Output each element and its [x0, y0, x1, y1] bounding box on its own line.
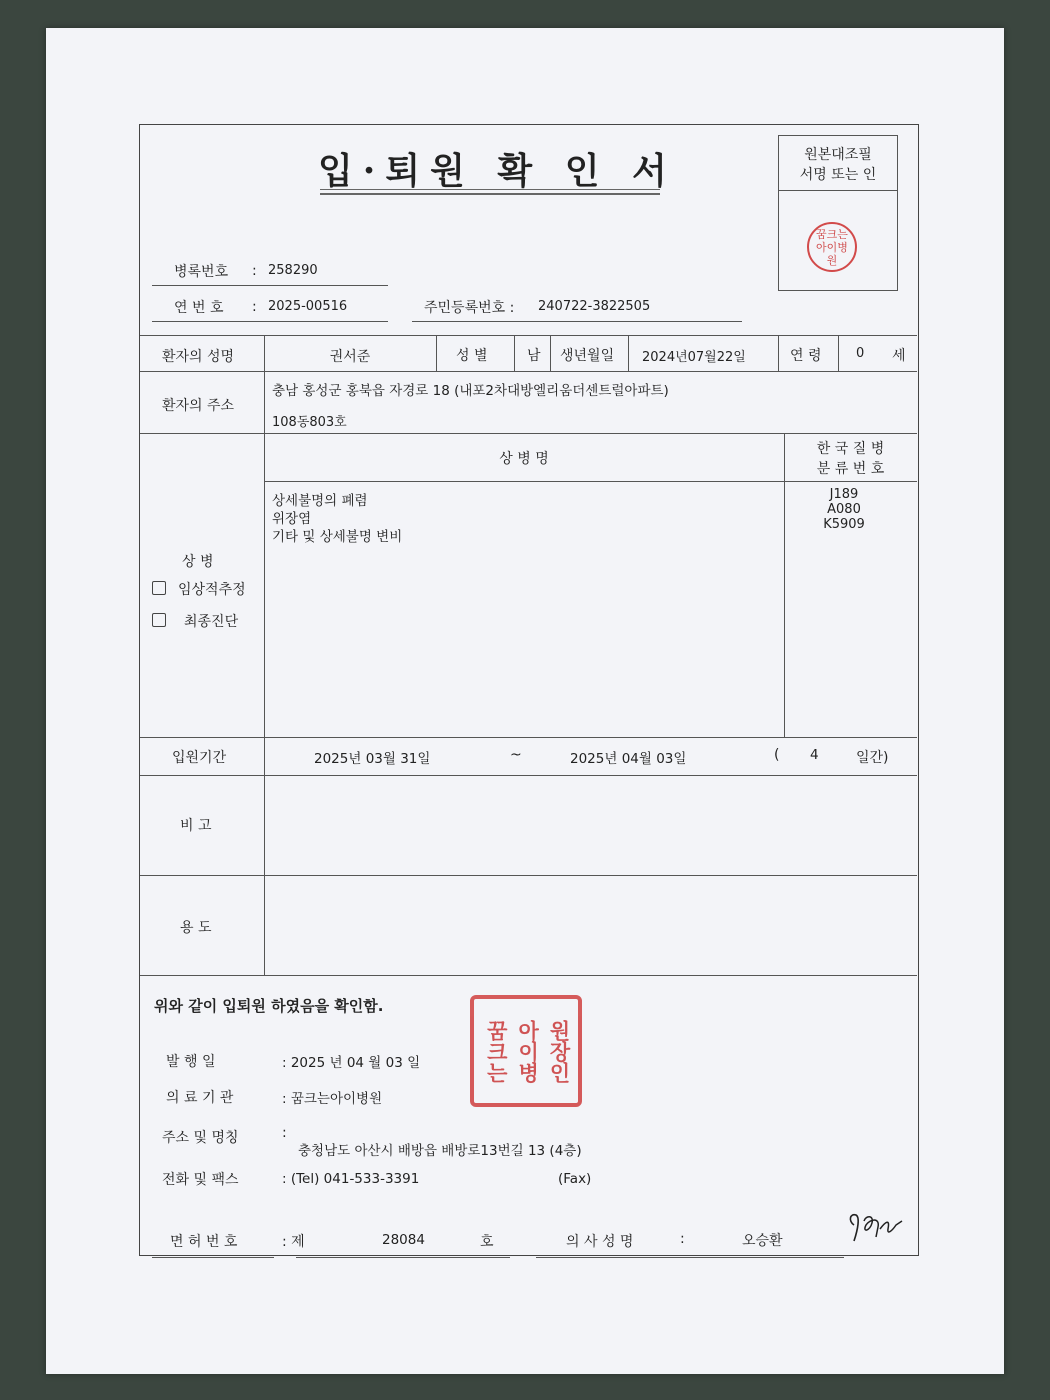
address-line-1: 충남 홍성군 홍북읍 자경로 18 (내포2차대방엘리움더센트럴아파트)	[272, 383, 669, 399]
institution-value: : 꿈크는아이병원	[282, 1091, 383, 1107]
form-title: 입·퇴원 확 인 서	[318, 150, 677, 192]
seal-col-2: 아이병	[515, 1019, 540, 1083]
title-underline-thick	[320, 193, 660, 195]
diagnosis-header-code-1: 한 국 질 병	[816, 441, 885, 457]
clinical-estimate-checkbox[interactable]	[152, 581, 166, 595]
remarks-label: 비 고	[180, 818, 212, 834]
diagnosis-code-2: A080	[827, 502, 861, 517]
doctor-label: 의 사 성 명	[566, 1234, 634, 1250]
original-verification-box	[778, 135, 898, 291]
doctor-sep: :	[680, 1231, 685, 1247]
admission-discharge-form	[139, 124, 919, 1256]
diagnosis-item-2: 위장염	[272, 511, 312, 527]
age-unit: 세	[892, 348, 906, 364]
diagnosis-section-label: 상 병	[182, 554, 214, 570]
address-label: 환자의 주소	[162, 398, 235, 414]
hospital-director-seal	[470, 995, 582, 1107]
record-no-label: 병록번호	[174, 264, 229, 280]
address-line-2: 108동803호	[272, 415, 347, 430]
address-name-sep: :	[282, 1125, 287, 1141]
admission-tilde: ~	[510, 747, 522, 763]
institution-label: 의 료 기 관	[166, 1090, 234, 1106]
doctor-name: 오승환	[742, 1233, 783, 1249]
diagnosis-header-name: 상 병 명	[499, 451, 549, 467]
diagnosis-header-code-2: 분 류 번 호	[816, 461, 885, 477]
address-name-label: 주소 및 명칭	[162, 1130, 239, 1146]
sex-value: 남	[527, 348, 541, 364]
verification-label-2: 서명 또는 인	[799, 167, 877, 183]
serial-sep: :	[252, 299, 257, 315]
seal-col-3: 원장인	[547, 1019, 571, 1083]
license-no: 28084	[382, 1232, 425, 1248]
seal-col-1: 꿈크는	[484, 1019, 509, 1083]
fax-value: (Fax)	[558, 1171, 592, 1187]
phone-fax-label: 전화 및 팩스	[162, 1172, 239, 1188]
admission-start: 2025년 03월 31일	[314, 751, 431, 767]
verification-label-1: 원본대조필	[804, 147, 872, 163]
admission-end: 2025년 04월 03일	[570, 751, 687, 767]
birth-label: 생년월일	[560, 348, 615, 364]
birth-value: 2024년07월22일	[642, 350, 746, 365]
license-prefix: : 제	[282, 1234, 305, 1250]
final-diagnosis-checkbox[interactable]	[152, 613, 166, 627]
license-suffix: 호	[480, 1234, 494, 1250]
admission-days: 4	[810, 747, 819, 763]
issue-label: 발 행 일	[166, 1054, 216, 1070]
diagnosis-code-3: K5909	[823, 517, 865, 532]
serial-value: 2025-00516	[268, 299, 348, 314]
admission-days-unit: 일간)	[856, 750, 889, 766]
final-diagnosis-label: 최종진단	[184, 614, 239, 630]
diagnosis-code-1: J189	[829, 487, 859, 502]
hospital-address: 충청남도 아산시 배방읍 배방로13번길 13 (4층)	[298, 1143, 582, 1159]
small-seal: 꿈크는아이병원	[807, 222, 857, 272]
serial-label: 연 번 호	[174, 300, 224, 316]
doctor-signature	[844, 1203, 914, 1249]
diagnosis-item-3: 기타 및 상세불명 변비	[272, 529, 403, 545]
patient-name: 권서준	[329, 349, 371, 365]
sex-label: 성 별	[456, 348, 488, 364]
age-value: 0	[856, 346, 865, 361]
license-label: 면 허 번 호	[170, 1234, 238, 1250]
resident-value: 240722-3822505	[538, 299, 651, 314]
title-underline	[320, 189, 660, 190]
clinical-estimate-label: 임상적추정	[178, 582, 246, 598]
age-label: 연 령	[790, 348, 822, 364]
issue-date: : 2025 년 04 월 03 일	[282, 1055, 421, 1071]
phone-value: : (Tel) 041-533-3391	[282, 1171, 420, 1187]
resident-label: 주민등록번호 :	[424, 300, 515, 316]
admission-label: 입원기간	[172, 750, 227, 766]
diagnosis-item-1: 상세불명의 폐렴	[272, 493, 368, 509]
patient-name-label: 환자의 성명	[162, 349, 235, 365]
confirm-statement: 위와 같이 입퇴원 하였음을 확인함.	[154, 997, 384, 1015]
record-no-value: 258290	[268, 263, 318, 278]
admission-paren: (	[774, 747, 780, 763]
document-paper	[46, 28, 1004, 1374]
record-no-sep: :	[252, 263, 257, 279]
purpose-label: 용 도	[180, 920, 212, 936]
